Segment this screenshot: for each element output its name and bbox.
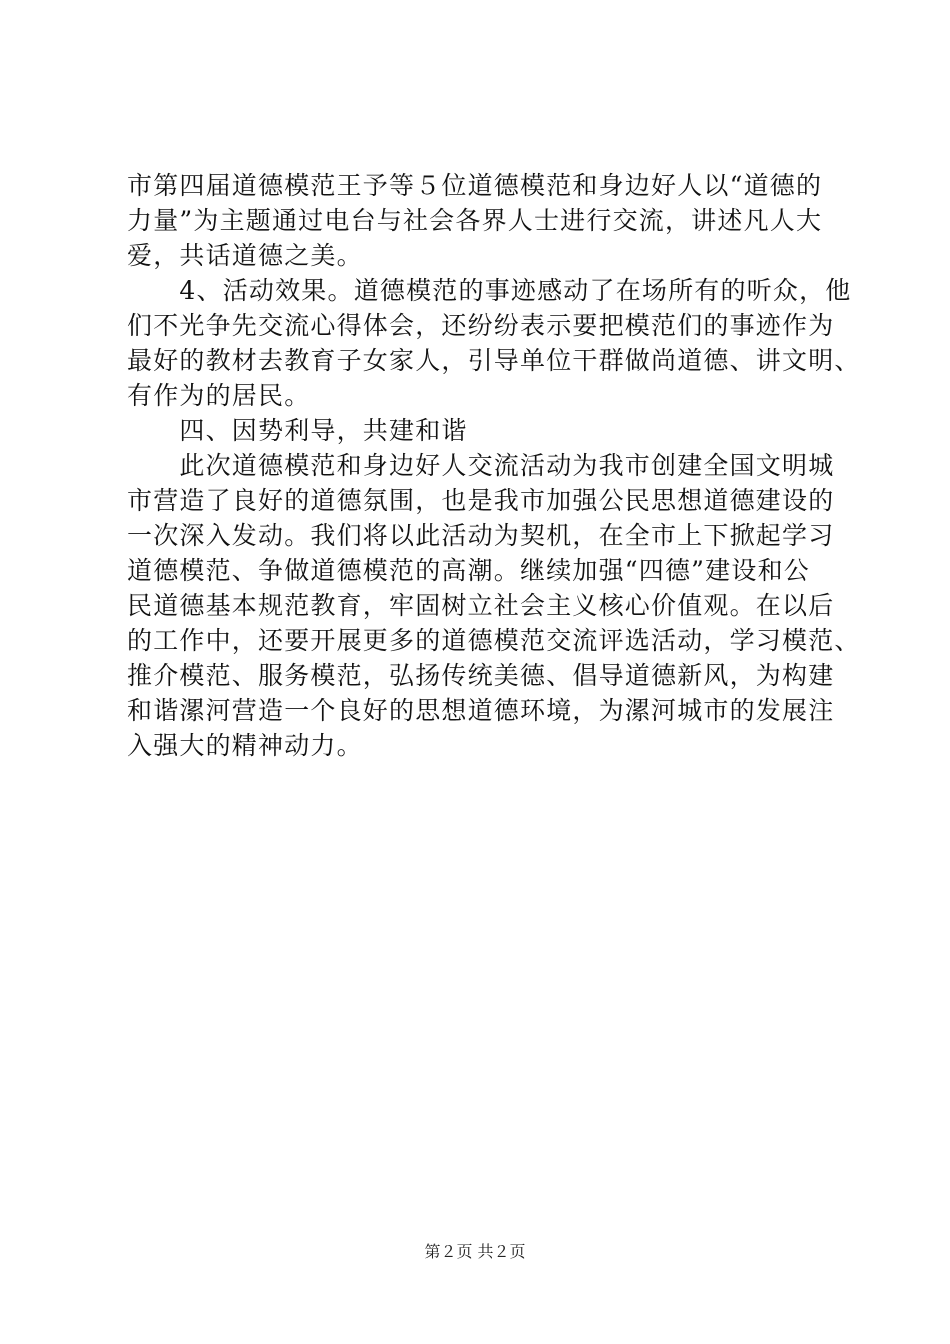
- text-line: 道德模范、争做道德模范的高潮。继续加强“四德”建设和公: [127, 556, 810, 585]
- text-line: 推介模范、服务模范，弘扬传统美德、倡导道德新风，为构建: [127, 661, 835, 690]
- text-line: 民道德基本规范教育，牢固树立社会主义核心价值观。在以后: [127, 591, 835, 620]
- text-line: 和谐漯河营造一个良好的思想道德环境，为漯河城市的发展注: [127, 696, 835, 725]
- document-body: [127, 168, 861, 763]
- text-line: 的工作中，还要开展更多的道德模范交流评选活动，学习模范、: [127, 626, 861, 655]
- text-line: 有作为的居民。: [127, 381, 311, 410]
- section-heading: 四、因势利导，共建和谐: [127, 416, 468, 445]
- text-line: 入强大的精神动力。: [127, 731, 363, 760]
- text-line: 力量”为主题通过电台与社会各界人士进行交流，讲述凡人大: [127, 206, 823, 235]
- text-line: 4、活动效果。道德模范的事迹感动了在场所有的听众，他: [127, 276, 852, 305]
- text-line: 市营造了良好的道德氛围，也是我市加强公民思想道德建设的: [127, 486, 835, 515]
- text-line: 市第四届道德模范王予等５位道德模范和身边好人以“道德的: [127, 171, 823, 200]
- text-line: 最好的教材去教育子女家人，引导单位干群做尚道德、讲文明、: [127, 346, 861, 375]
- text-line: 此次道德模范和身边好人交流活动为我市创建全国文明城: [127, 451, 835, 480]
- text-line: 一次深入发动。我们将以此活动为契机，在全市上下掀起学习: [127, 521, 835, 550]
- text-line: 们不光争先交流心得体会，还纷纷表示要把模范们的事迹作为: [127, 311, 835, 340]
- page-number-footer: 第２页 共２页: [424, 1242, 526, 1261]
- text-line: 爱，共话道德之美。: [127, 241, 363, 270]
